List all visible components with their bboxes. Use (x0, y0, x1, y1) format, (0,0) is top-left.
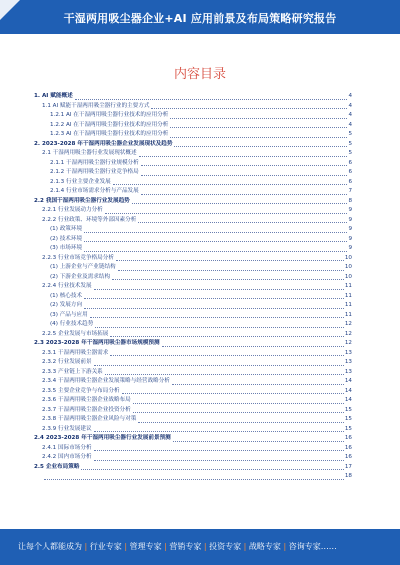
toc-entry-page: 9 (348, 216, 352, 223)
toc-dot-leader (133, 403, 344, 404)
footer-item: 行业专家 (89, 542, 122, 551)
toc-entry[interactable] (34, 387, 352, 397)
toc-dot-leader (139, 156, 348, 157)
toc-dot-leader (170, 118, 347, 119)
toc-dot-leader (170, 127, 347, 128)
toc-dot-leader (141, 165, 348, 166)
toc-entry-title: 2.3.1 干湿两用吸尘器需求 (42, 349, 109, 359)
toc-entry-title: 2.2.2 行业政策、环境等外部因素分析 (42, 216, 137, 226)
toc-entry-title: 2.3.6 干湿两用吸尘器企业战略布局 (42, 396, 132, 406)
toc-entry-page: 12 (344, 340, 352, 346)
toc-entry-title: 2.1 干湿两用吸尘器行业发展现状概述 (42, 149, 138, 159)
toc-dot-leader (84, 308, 344, 309)
toc-entry[interactable] (34, 463, 352, 473)
toc-entry-page: 12 (344, 321, 352, 327)
toc-entry-title: 2.2.3 行业市场竞争格局分析 (42, 254, 115, 264)
toc-entry[interactable] (34, 434, 352, 444)
toc-entry-title: 2.4 2023-2028 年干湿两用吸尘器行业发展前景预测 (34, 434, 172, 444)
toc-dot-leader (116, 260, 344, 261)
toc-entry[interactable] (34, 472, 352, 482)
toc-entry[interactable] (34, 130, 352, 140)
toc-entry-page: 14 (344, 378, 352, 384)
toc-entry-title: 2.5 企业布局策略 (34, 463, 80, 473)
toc-entry-page: 4 (348, 112, 352, 118)
toc-entry-title: (3) 市场环境 (50, 244, 83, 254)
toc-entry-page: 10 (344, 264, 352, 270)
toc-entry-page: 13 (344, 349, 352, 356)
toc-entry[interactable] (34, 320, 352, 330)
toc-entry-page: 18 (344, 473, 352, 479)
toc-entry-page: 11 (344, 292, 352, 299)
toc-entry-title: 1.2.2 AI 在干湿两用吸尘器行业技术的应用分析 (50, 121, 169, 131)
toc-dot-leader (138, 422, 344, 423)
toc-entry-title: 2.2 我国干湿两用吸尘器行业发展趋势 (34, 197, 131, 207)
toc-entry[interactable] (34, 292, 352, 302)
toc-entry-title: 2.3.9 行业发展建议 (42, 425, 93, 435)
footer-separator: | (161, 542, 170, 551)
toc-dot-leader (118, 270, 344, 271)
toc-entry-title: 2. 2023-2028 年干湿两用吸尘器企业发展现状及趋势 (34, 140, 173, 150)
toc-dot-leader (141, 194, 348, 195)
toc-entry[interactable] (34, 140, 352, 150)
toc-entry[interactable] (34, 425, 352, 435)
toc-dot-leader (81, 469, 343, 470)
toc-dot-leader (94, 431, 344, 432)
toc-dot-leader (110, 336, 344, 337)
toc-dot-leader (84, 298, 344, 299)
toc-entry-title: 2.3 2023-2028 年干湿两用吸尘器市场规模预测 (34, 339, 161, 349)
footer-bar (0, 529, 400, 565)
toc-entry-page: 13 (344, 368, 352, 375)
toc-entry[interactable] (34, 301, 352, 311)
toc-entry[interactable] (34, 121, 352, 131)
toc-entry[interactable] (34, 102, 352, 112)
toc-entry-title: 1.2.3 AI 在干湿两用吸尘器行业技术的应用分析 (50, 130, 169, 140)
toc-dot-leader (84, 232, 347, 233)
toc-entry-title: 2.1.4 行业市场需求分析与产品发展 (50, 187, 140, 197)
toc-entry[interactable] (34, 178, 352, 188)
toc-entry-title: 2.1.3 行业主要企业发展 (50, 178, 112, 188)
toc-entry-title: 2.2.4 行业技术发展 (42, 282, 93, 292)
toc-entry-title: (4) 行业技术趋势 (50, 320, 94, 330)
footer-item: 营销专家 (169, 542, 202, 551)
toc-entry[interactable] (34, 311, 352, 321)
toc-dot-leader (94, 289, 344, 290)
toc-entry[interactable] (34, 149, 352, 159)
toc-dot-leader (95, 327, 344, 328)
toc-entry-page: 12 (344, 330, 352, 337)
footer-separator: | (84, 542, 90, 551)
footer-separator: | (241, 542, 249, 551)
toc-entry-title: 2.4.2 国内市场分析 (42, 453, 93, 463)
toc-entry-title: 2.3.3 产业链上下游关系 (42, 368, 104, 378)
toc-entry[interactable] (34, 254, 352, 264)
toc-entry-page: 4 (348, 93, 352, 99)
toc-entry-page: 11 (344, 302, 352, 308)
toc-entry-title: 2.3.4 干湿两用吸尘器企业发展策略与经营战略分析 (42, 377, 171, 387)
toc-entry[interactable] (34, 225, 352, 235)
toc-entry[interactable] (34, 453, 352, 463)
footer-separator: | (280, 542, 289, 551)
toc-entry[interactable] (34, 216, 352, 226)
toc-dot-leader (172, 384, 344, 385)
toc-dot-leader (110, 355, 344, 356)
toc-entry-title: 2.3.5 主要企业竞争与布局分析 (42, 387, 121, 397)
toc-dot-leader (113, 184, 348, 185)
toc-entry-page: 11 (344, 311, 352, 318)
toc-entry[interactable] (34, 282, 352, 292)
toc-entry-title: 2.2.5 企业发展与市场拓展 (42, 330, 109, 340)
toc-entry-title: 2.3.7 干湿两用吸尘器企业投资分析 (42, 406, 132, 416)
toc-entry-title: (2) 技术环境 (50, 235, 83, 245)
toc-entry-page: 10 (344, 254, 352, 261)
toc-dot-leader (105, 213, 348, 214)
toc-dot-leader (84, 241, 347, 242)
toc-dot-leader (112, 279, 344, 280)
header-title: 干湿两用吸尘器企业+AI 应用前景及布局策略研究报告 (63, 12, 337, 25)
toc-entry[interactable] (34, 444, 352, 454)
toc-dot-leader (90, 317, 344, 318)
toc-dot-leader (141, 175, 348, 176)
toc-title: 内容目录 (173, 67, 226, 82)
footer-item: 投资专家 (209, 542, 242, 551)
toc-entry-page: 11 (344, 283, 352, 289)
toc-entry-title: 2.3.8 干湿两用吸尘器企业风险与对策 (42, 415, 137, 425)
toc-entry-title: 1.1 AI 赋能干湿两用吸尘器行业的主要方式 (42, 102, 150, 112)
toc-dot-leader (151, 108, 347, 109)
toc-entry-page: 4 (348, 121, 352, 128)
toc-entry-page: 14 (344, 397, 352, 403)
toc-entry-page: 5 (348, 140, 352, 147)
header-bar (0, 0, 400, 34)
toc-entry-title: (1) 上游企业与产业链结构 (50, 263, 117, 273)
toc-entry-title: (3) 产品与应用 (50, 311, 89, 321)
toc-entry[interactable] (34, 377, 352, 387)
toc-entry[interactable] (34, 415, 352, 425)
toc-entry[interactable] (34, 159, 352, 169)
toc-dot-leader (174, 146, 347, 147)
toc-entry-page: 15 (344, 406, 352, 413)
toc-entry[interactable] (34, 263, 352, 273)
toc-entry[interactable] (34, 339, 352, 349)
toc-dot-leader (173, 441, 344, 442)
toc-dot-leader (75, 99, 348, 100)
toc-dot-leader (94, 450, 344, 451)
toc-entry-page: 8 (348, 197, 352, 204)
toc-entry-title: 1.2.1 AI 在干湿两用吸尘器行业技术的应用分析 (50, 111, 169, 121)
toc-entry-page: 9 (348, 245, 352, 251)
toc-entry-page: 9 (348, 207, 352, 213)
toc-entry-page: 16 (344, 435, 352, 441)
toc-entry-page: 6 (348, 178, 352, 185)
toc-dot-leader (94, 460, 344, 461)
toc-entry-page: 9 (348, 235, 352, 242)
toc-entry-page: 6 (348, 169, 352, 175)
toc-entry-title: 2.3.2 行业发展前景 (42, 358, 93, 368)
toc-entry-page: 5 (348, 131, 352, 137)
table-of-contents (34, 92, 352, 482)
toc-entry-title: (2) 发展方向 (50, 301, 83, 311)
footer-item: 咨询专家…… (288, 542, 337, 551)
toc-entry[interactable] (34, 235, 352, 245)
toc-entry-page: 5 (348, 150, 352, 156)
footer-slogan (18, 541, 390, 552)
toc-entry[interactable] (34, 330, 352, 340)
toc-entry-title: 1. AI 赋能概述 (34, 92, 74, 102)
toc-entry[interactable] (34, 244, 352, 254)
toc-entry[interactable] (34, 358, 352, 368)
toc-entry[interactable] (34, 168, 352, 178)
toc-dot-leader (132, 203, 348, 204)
toc-entry-page: 16 (344, 444, 352, 451)
toc-entry-title: (1) 政策环境 (50, 225, 83, 235)
toc-entry[interactable] (34, 187, 352, 197)
footer-lead: 让每个人都能成为 (18, 542, 82, 551)
toc-dot-leader (162, 346, 344, 347)
footer-separator: | (201, 542, 210, 551)
toc-entry[interactable] (34, 92, 352, 102)
toc-entry-page: 6 (348, 159, 352, 166)
toc-dot-leader (170, 137, 347, 138)
toc-dot-leader (84, 251, 347, 252)
toc-entry-title: 2.4.1 国际市场分析 (42, 444, 93, 454)
toc-entry-page: 16 (344, 454, 352, 460)
toc-entry[interactable] (34, 396, 352, 406)
toc-entry[interactable] (34, 197, 352, 207)
toc-entry-title: 2.1.2 干湿两用吸尘器行业竞争格局 (50, 168, 140, 178)
toc-entry-title: (1) 核心技术 (50, 292, 83, 302)
toc-entry-page: 14 (344, 387, 352, 394)
toc-dot-leader (122, 393, 344, 394)
toc-dot-leader (138, 222, 347, 223)
toc-entry-page: 9 (348, 226, 352, 232)
toc-entry[interactable] (34, 273, 352, 283)
toc-entry-page: 7 (348, 188, 352, 194)
footer-separator: | (121, 542, 130, 551)
toc-entry-title: 2.1.1 干湿两用吸尘器行业规模分析 (50, 159, 140, 169)
toc-entry[interactable] (34, 206, 352, 216)
toc-entry-page: 17 (344, 463, 352, 470)
toc-entry-page: 15 (344, 416, 352, 422)
toc-entry-page: 4 (348, 102, 352, 109)
footer-item: 战略专家 (248, 542, 281, 551)
toc-entry[interactable] (34, 368, 352, 378)
toc-entry[interactable] (34, 406, 352, 416)
toc-entry-page: 10 (344, 273, 352, 280)
toc-entry-title: 2.2.1 行业发展动力分析 (42, 206, 104, 216)
toc-dot-leader (94, 365, 344, 366)
toc-entry[interactable] (34, 349, 352, 359)
toc-dot-leader (105, 374, 344, 375)
toc-entry-page: 13 (344, 359, 352, 365)
toc-entry-title: (2) 下游企业及需求结构 (50, 273, 111, 283)
toc-entry[interactable] (34, 111, 352, 121)
toc-dot-leader (133, 412, 344, 413)
toc-dot-leader (44, 479, 344, 480)
footer-item: 管理专家 (129, 542, 162, 551)
toc-entry-page: 15 (344, 425, 352, 432)
